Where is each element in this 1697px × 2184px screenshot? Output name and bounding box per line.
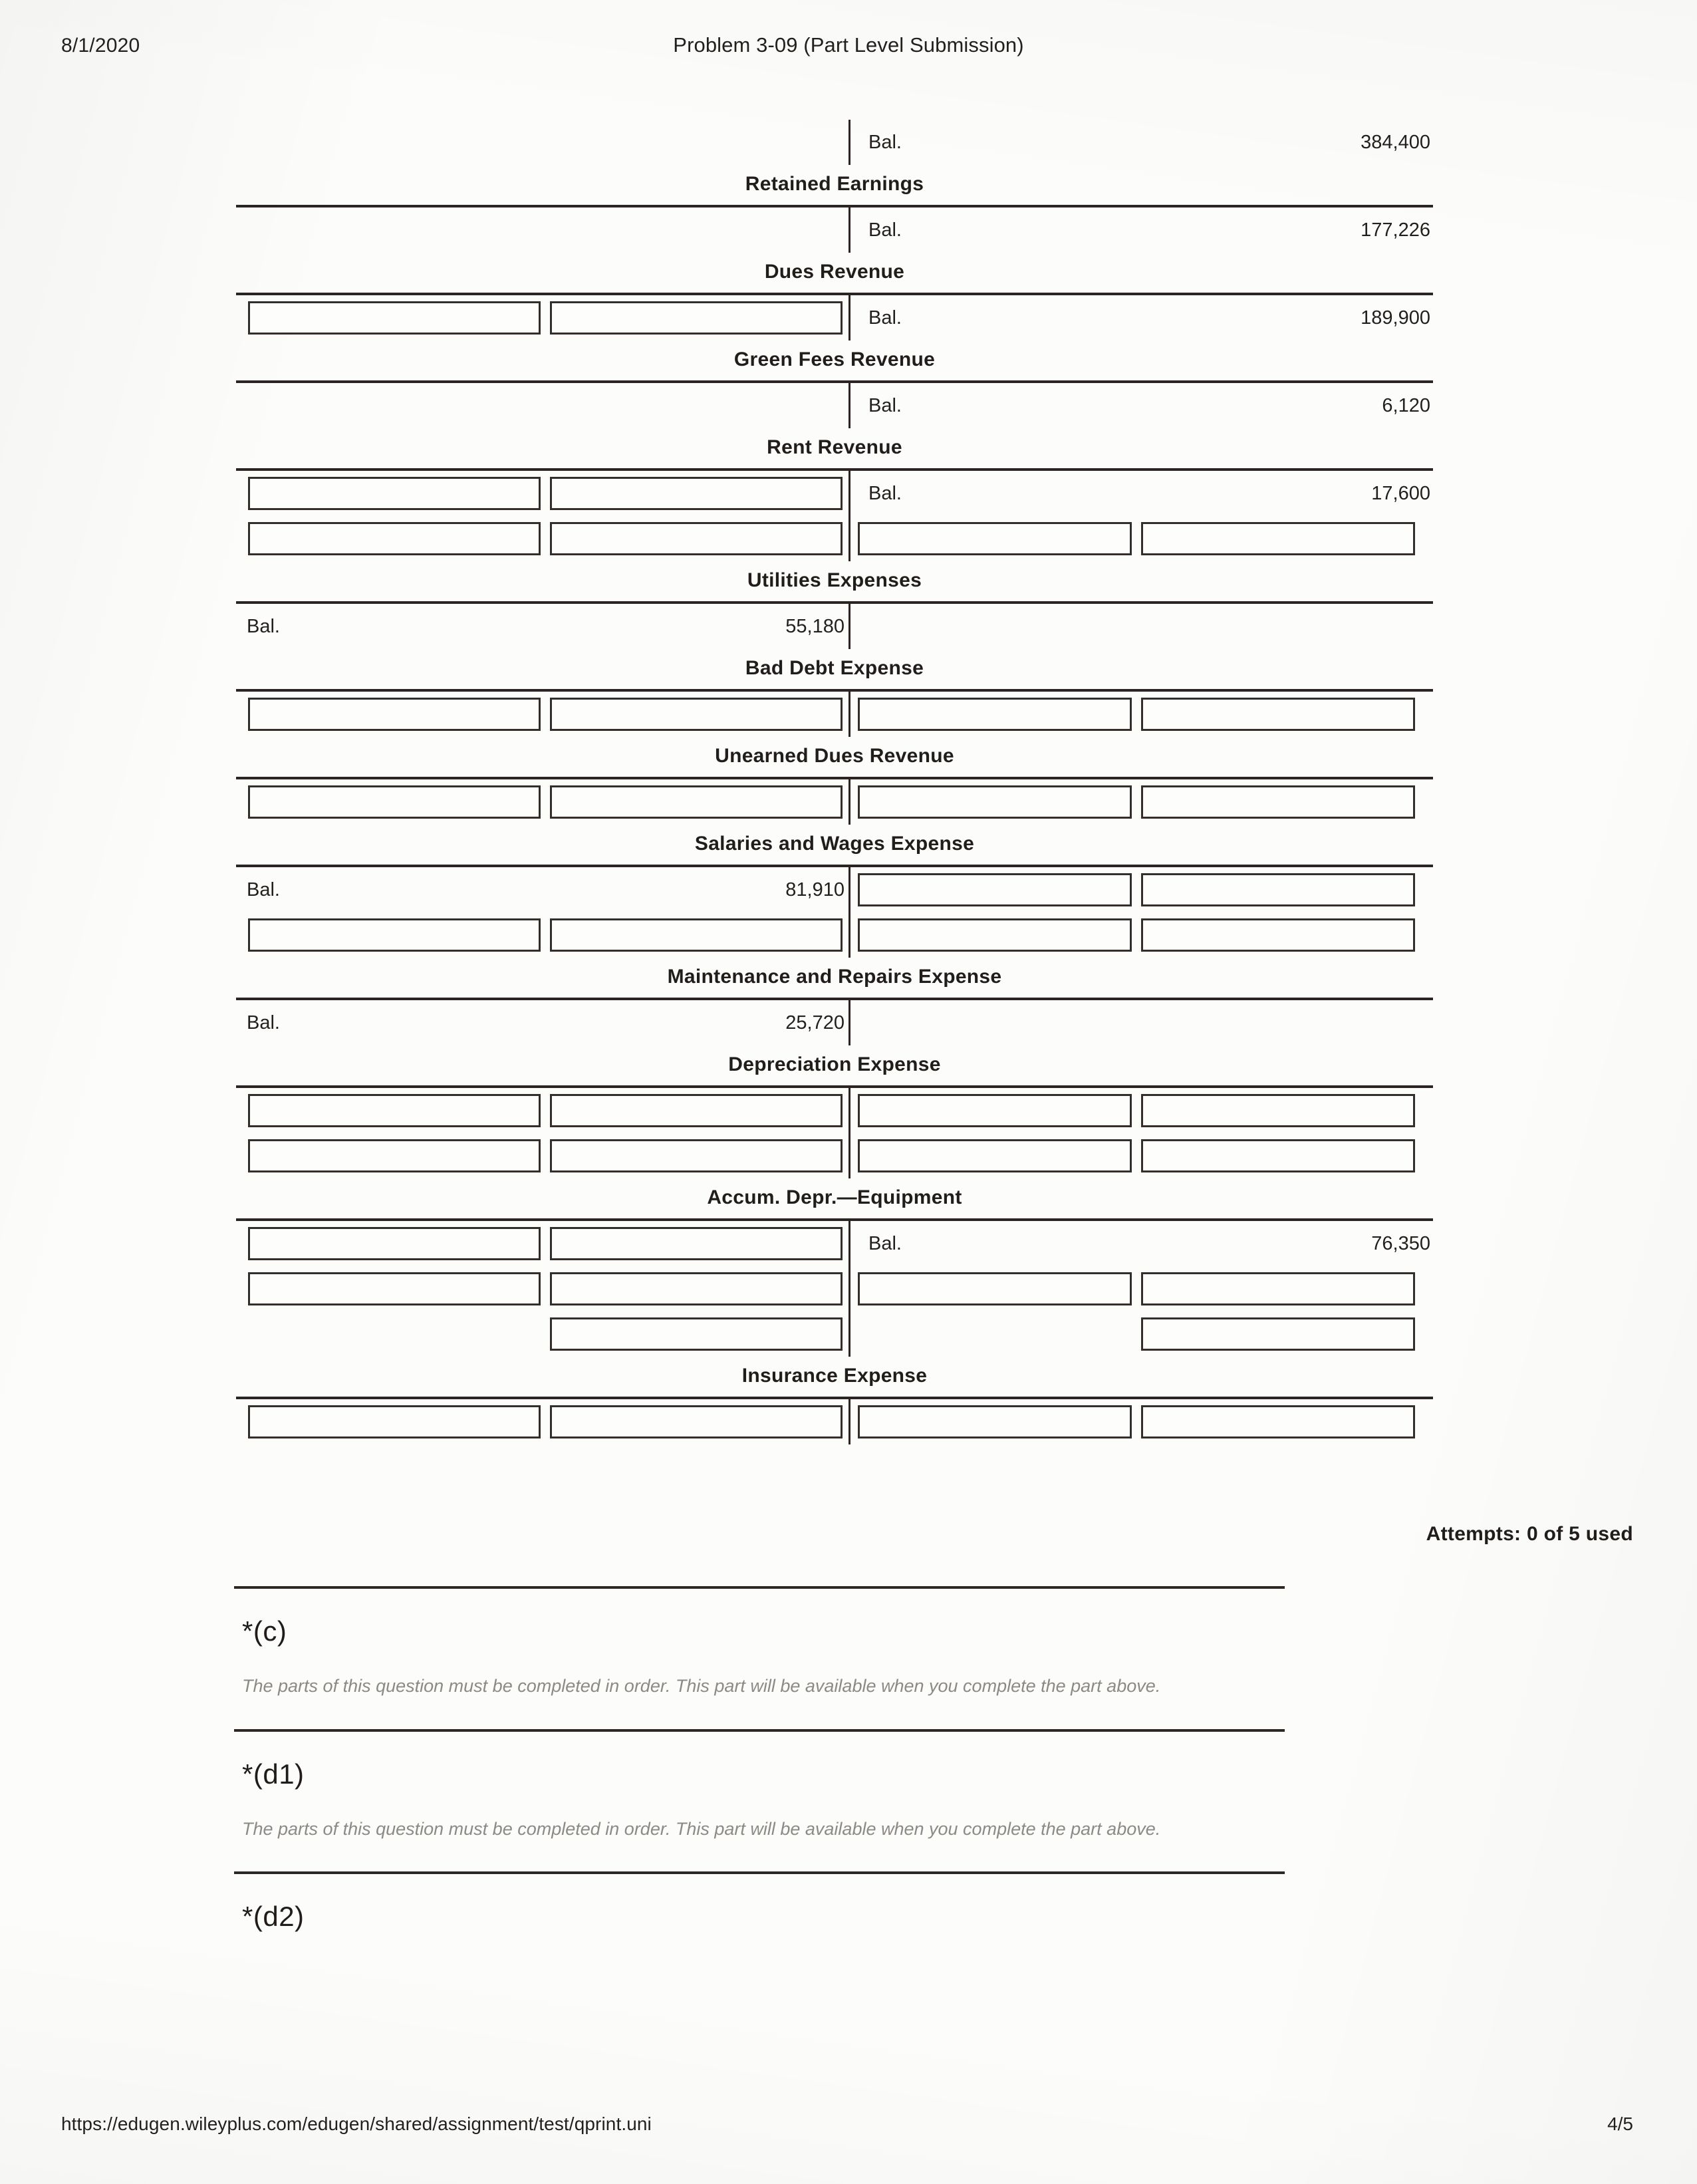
input-box-pair [236, 1317, 843, 1351]
amount-input-box[interactable] [858, 698, 1132, 731]
part-availability-note: The parts of this question must be completed in order. This part will be available when you complete the part above. [242, 1676, 1161, 1696]
ledger-row [236, 516, 1433, 561]
input-box-pair [236, 785, 843, 819]
account-title: Dues Revenue [764, 261, 905, 283]
t-account [236, 692, 1433, 779]
input-box-pair [858, 698, 1415, 731]
t-account [236, 1000, 1433, 1088]
balance-amount: 189,900 [1361, 307, 1430, 329]
amount-input-box[interactable] [248, 477, 541, 510]
credit-side [848, 918, 1433, 952]
part-label-d2[interactable]: *(d2) [242, 1901, 305, 1932]
credit-side [848, 132, 1433, 154]
debit-side [236, 698, 848, 731]
amount-input-box[interactable] [550, 1317, 843, 1351]
balance-label: Bal. [868, 307, 902, 329]
amount-input-box[interactable] [550, 1272, 843, 1305]
credit-side [848, 395, 1433, 417]
amount-input-box[interactable] [858, 1139, 1132, 1172]
amount-input-box[interactable] [550, 1227, 843, 1260]
amount-input-box[interactable] [248, 1405, 541, 1438]
amount-input-box[interactable] [1141, 918, 1415, 952]
balance-amount: 76,350 [1371, 1232, 1430, 1254]
debit-side [236, 616, 848, 638]
debit-side [236, 918, 848, 952]
amount-input-box[interactable] [550, 1405, 843, 1438]
t-account [236, 779, 1433, 867]
balance-amount: 6,120 [1382, 394, 1430, 416]
account-title: Insurance Expense [741, 1365, 928, 1387]
input-box-pair [236, 1405, 843, 1438]
ledger-row [236, 692, 1433, 737]
t-account [236, 383, 1433, 471]
ledger-row [236, 1133, 1433, 1178]
credit-side [848, 1317, 1433, 1351]
t-account-rows [236, 207, 1433, 253]
input-box-pair [858, 873, 1415, 906]
t-account [236, 1221, 1433, 1399]
input-box-pair [858, 785, 1415, 819]
t-account-rows [236, 471, 1433, 561]
t-account-rows [236, 779, 1433, 825]
debit-side [236, 1227, 848, 1260]
footer-url: https://edugen.wileyplus.com/edugen/shared/assignment/test/qprint.uni [61, 2114, 652, 2134]
amount-input-box[interactable] [858, 1094, 1132, 1127]
ledger-row [236, 383, 1433, 428]
balance-label: Bal. [247, 879, 280, 900]
balance-amount: 25,720 [785, 1012, 845, 1033]
t-account [236, 207, 1433, 295]
ledger-row [236, 867, 1433, 912]
amount-input-box[interactable] [1141, 1139, 1415, 1172]
debit-side [236, 477, 848, 510]
balance-label: Bal. [868, 1232, 902, 1254]
question-parts-list [234, 1586, 1285, 1939]
part-label-d1[interactable]: *(d1) [242, 1758, 305, 1790]
amount-input-box[interactable] [550, 477, 843, 510]
input-box-pair [236, 698, 843, 731]
debit-side [236, 1405, 848, 1438]
t-account-rows [236, 383, 1433, 428]
credit-side [848, 483, 1433, 505]
balance-amount: 384,400 [1361, 131, 1430, 153]
amount-input-box[interactable] [248, 1272, 541, 1305]
credit-side [848, 1272, 1433, 1305]
input-box-pair [236, 918, 843, 952]
amount-input-box[interactable] [1141, 1405, 1415, 1438]
amount-input-box[interactable] [858, 1405, 1132, 1438]
account-title: Accum. Depr.—Equipment [707, 1186, 962, 1208]
amount-input-box[interactable] [550, 301, 843, 335]
account-title: Green Fees Revenue [733, 348, 936, 370]
input-box-pair [858, 522, 1415, 555]
t-account [236, 1399, 1433, 1444]
account-title: Rent Revenue [767, 436, 902, 458]
amount-input-box[interactable] [248, 785, 541, 819]
ledger-row [236, 1221, 1433, 1266]
amount-input-box[interactable] [1141, 522, 1415, 555]
balance-amount: 177,226 [1361, 219, 1430, 241]
part-label-c[interactable]: *(c) [242, 1615, 287, 1647]
credit-side [848, 219, 1433, 241]
t-account-rows [236, 1399, 1433, 1444]
input-box-pair [236, 1094, 843, 1127]
ledger-row [236, 912, 1433, 958]
debit-side [236, 785, 848, 819]
ledger-row [236, 1088, 1433, 1133]
amount-input-box[interactable] [248, 1094, 541, 1127]
credit-side [848, 1233, 1433, 1255]
input-box-pair [858, 1139, 1415, 1172]
t-account [236, 604, 1433, 692]
amount-input-box[interactable] [1141, 698, 1415, 731]
t-account-rows [236, 120, 1433, 165]
amount-input-box[interactable] [1141, 873, 1415, 906]
input-box-pair [236, 1139, 843, 1172]
amount-input-box[interactable] [550, 1139, 843, 1172]
debit-side [236, 301, 848, 335]
input-box-pair [236, 301, 843, 335]
credit-side [848, 1405, 1433, 1438]
balance-amount: 17,600 [1371, 482, 1430, 504]
amount-input-box[interactable] [248, 918, 541, 952]
input-box-pair [236, 522, 843, 555]
balance-label: Bal. [868, 219, 902, 241]
balance-label: Bal. [868, 394, 902, 416]
part-availability-note: The parts of this question must be completed in order. This part will be available when you complete the part above. [242, 1818, 1161, 1839]
amount-input-box[interactable] [550, 918, 843, 952]
amount-input-box[interactable] [858, 522, 1132, 555]
page-title: Problem 3-09 (Part Level Submission) [673, 33, 1024, 57]
amount-input-box[interactable] [248, 698, 541, 731]
account-title: Retained Earnings [745, 173, 924, 195]
t-account-rows [236, 867, 1433, 958]
input-box-pair [858, 1405, 1415, 1438]
empty-cell [858, 1317, 1132, 1351]
t-account-rows [236, 604, 1433, 649]
ledger-row [236, 295, 1433, 341]
balance-amount: 55,180 [785, 615, 845, 637]
amount-input-box[interactable] [248, 301, 541, 335]
debit-side [236, 1094, 848, 1127]
input-box-pair [236, 1227, 843, 1260]
balance-label: Bal. [247, 615, 280, 637]
t-account-rows [236, 692, 1433, 737]
amount-input-box[interactable] [1141, 1094, 1415, 1127]
print-date: 8/1/2020 [61, 35, 140, 57]
account-title: Bad Debt Expense [745, 657, 924, 679]
amount-input-box[interactable] [248, 522, 541, 555]
balance-amount: 81,910 [785, 879, 845, 900]
t-account-rows [236, 295, 1433, 341]
amount-input-box[interactable] [1141, 785, 1415, 819]
ledger-row [236, 1399, 1433, 1444]
input-box-pair [858, 1317, 1415, 1351]
ledger-row [236, 779, 1433, 825]
amount-input-box[interactable] [248, 1227, 541, 1260]
amount-input-box[interactable] [1141, 1272, 1415, 1305]
input-box-pair [236, 1272, 843, 1305]
ledger-row [236, 1311, 1433, 1357]
t-account-rows [236, 1221, 1433, 1357]
balance-label: Bal. [247, 1012, 280, 1033]
credit-side [848, 522, 1433, 555]
amount-input-box[interactable] [550, 698, 843, 731]
credit-side [848, 873, 1433, 906]
t-account [236, 471, 1433, 604]
footer-page-number: 4/5 [1607, 2114, 1633, 2134]
amount-input-box[interactable] [1141, 1317, 1415, 1351]
attempts-counter: Attempts: 0 of 5 used [1426, 1523, 1633, 1545]
debit-side [236, 522, 848, 555]
amount-input-box[interactable] [550, 1094, 843, 1127]
account-title: Maintenance and Repairs Expense [667, 966, 1002, 988]
amount-input-box[interactable] [858, 918, 1132, 952]
account-title: Unearned Dues Revenue [715, 745, 954, 767]
amount-input-box[interactable] [550, 785, 843, 819]
credit-side [848, 1094, 1433, 1127]
ledger-row [236, 471, 1433, 516]
balance-label: Bal. [868, 482, 902, 504]
account-title: Salaries and Wages Expense [694, 833, 975, 855]
credit-side [848, 1139, 1433, 1172]
t-account [236, 120, 1433, 207]
debit-side [236, 879, 848, 901]
credit-side [848, 785, 1433, 819]
credit-side [848, 307, 1433, 329]
amount-input-box[interactable] [858, 1272, 1132, 1305]
t-account-rows [236, 1088, 1433, 1178]
ledger-row [236, 1000, 1433, 1045]
debit-side [236, 1317, 848, 1351]
amount-input-box[interactable] [858, 873, 1132, 906]
t-account [236, 1088, 1433, 1221]
credit-side [848, 698, 1433, 731]
ledger-row [236, 604, 1433, 649]
amount-input-box[interactable] [248, 1139, 541, 1172]
ledger-row [236, 120, 1433, 165]
t-account [236, 295, 1433, 383]
input-box-pair [858, 918, 1415, 952]
amount-input-box[interactable] [550, 522, 843, 555]
debit-side [236, 1139, 848, 1172]
input-box-pair [236, 477, 843, 510]
debit-side [236, 1272, 848, 1305]
input-box-pair [858, 1272, 1415, 1305]
t-account-ledger [236, 120, 1433, 1444]
ledger-row [236, 1266, 1433, 1311]
account-title: Depreciation Expense [728, 1053, 941, 1075]
account-title: Utilities Expenses [747, 569, 922, 591]
balance-label: Bal. [868, 131, 902, 153]
empty-cell [248, 1317, 541, 1351]
amount-input-box[interactable] [858, 785, 1132, 819]
t-account-rows [236, 1000, 1433, 1045]
debit-side [236, 1012, 848, 1034]
ledger-row [236, 207, 1433, 253]
t-account [236, 867, 1433, 1000]
input-box-pair [858, 1094, 1415, 1127]
